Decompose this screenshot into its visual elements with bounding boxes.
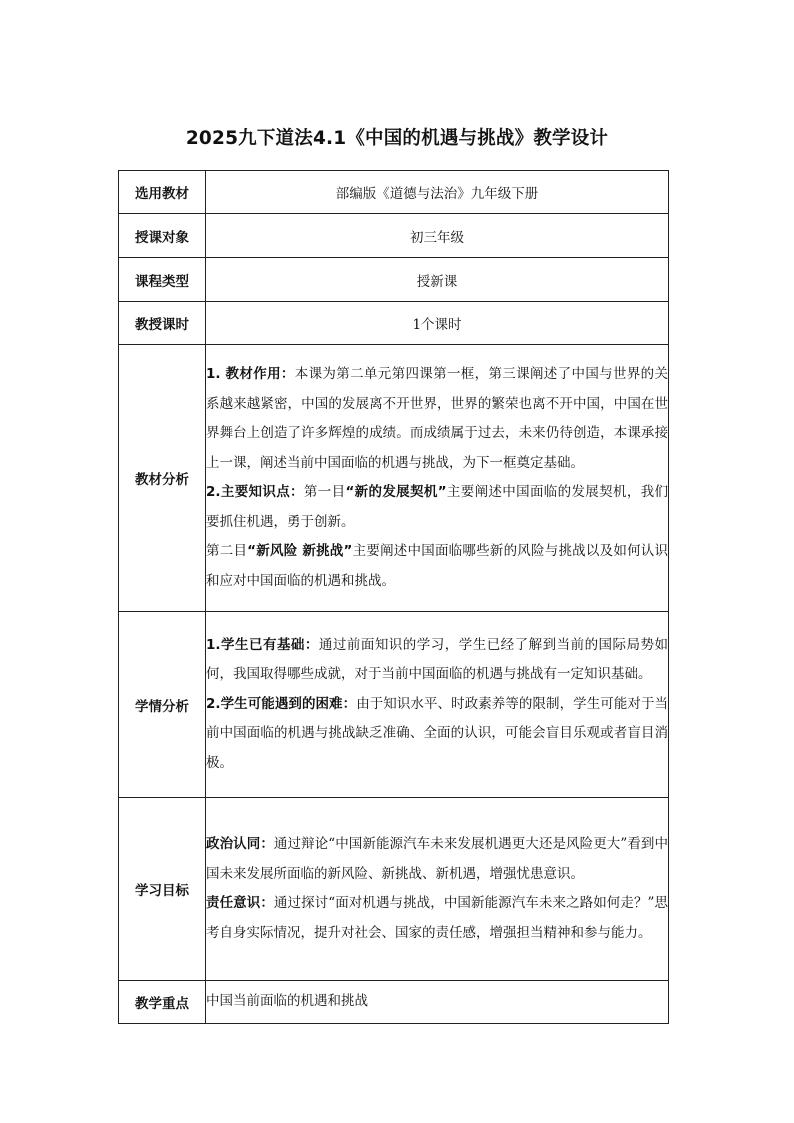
row-value-hours: 1个课时 xyxy=(206,302,669,345)
goals-lead-2: 责任意识： xyxy=(206,895,274,911)
analysis-text-3a: 第二目 xyxy=(206,543,248,559)
row-value-audience: 初三年级 xyxy=(206,214,669,258)
analysis-text-3b: 主要阐述中国面临哪些新的风险与挑战以及如何认识和应对中国面临的机遇和挑战。 xyxy=(206,543,669,589)
row-label-learners: 学情分析 xyxy=(119,612,206,798)
document-title: 2025九下道法4.1《中国的机遇与挑战》教学设计 xyxy=(185,128,609,149)
goals-paragraph-1 xyxy=(206,830,668,889)
row-body-learners xyxy=(206,612,669,798)
learners-lead-1: 1.学生已有基础： xyxy=(206,636,319,653)
analysis-bold-2: “新的发展契机” xyxy=(345,484,447,500)
analysis-paragraph-2 xyxy=(206,478,668,537)
table-row-textbook xyxy=(119,171,669,214)
row-label-focus: 教学重点 xyxy=(119,981,206,1024)
learners-lead-2: 2.学生可能遇到的困难： xyxy=(206,695,357,712)
analysis-text-1: 本课为第二单元第四课第一框，第三课阐述了中国与世界的关系越来越紧密，中国的发展离不开世界，世界的繁荣也离不开中国，中国在世界舞台上创造了许多辉煌的成绩。而成绩属于过去，未来仍待创造，本课承接上一课，阐述当前中国面临的机遇与挑战，为下一框奠定基础。 xyxy=(206,366,668,471)
learners-text-1: 通过前面知识的学习，学生已经了解到当前的国际局势如何，我国取得哪些成就，对于当前中国面临的机遇与挑战有一定知识基础。 xyxy=(206,636,668,683)
row-label-audience: 授课对象 xyxy=(119,214,206,258)
table-row-audience xyxy=(119,214,669,258)
table-row-hours xyxy=(119,302,669,345)
table-row-analysis xyxy=(119,345,669,612)
goals-text-1: 通过辩论“中国新能源汽车未来发展机遇更大还是风险更大”看到中国未来发展所面临的新风险、新挑战、新机遇，增强忧患意识。 xyxy=(206,836,669,882)
table-row-goals xyxy=(119,798,669,981)
row-label-goals: 学习目标 xyxy=(119,798,206,981)
row-value-course-type: 授新课 xyxy=(206,258,669,302)
table-row-learners xyxy=(119,612,669,798)
goals-paragraph-2 xyxy=(206,889,668,948)
table-row-course-type xyxy=(119,258,669,302)
analysis-bold-3: “新风险 新挑战” xyxy=(247,543,353,559)
analysis-text-2a: 第一目 xyxy=(303,484,346,500)
learners-paragraph-2 xyxy=(206,690,668,779)
analysis-paragraph-1 xyxy=(206,360,668,478)
goals-text-2: 通过探讨“面对机遇与挑战，中国新能源汽车未来之路如何走？”思考自身实际情况，提升对社会、国家的责任感，增强担当精神和参与能力。 xyxy=(206,895,669,941)
analysis-text-2b: 主要阐述中国面临的发展契机，我们要抓住机遇，勇于创新。 xyxy=(206,484,669,530)
row-label-hours: 教授课时 xyxy=(119,302,206,345)
learners-text-2: 由于知识水平、时政素养等的限制，学生可能对于当前中国面临的机遇与挑战缺乏准确、全面的认识，可能会盲目乐观或者盲目消极。 xyxy=(206,695,668,771)
row-label-analysis: 教材分析 xyxy=(119,345,206,612)
row-label-textbook: 选用教材 xyxy=(119,171,206,214)
learners-paragraph-1 xyxy=(206,631,668,690)
row-label-course-type: 课程类型 xyxy=(119,258,206,302)
analysis-lead-2: 2.主要知识点： xyxy=(206,484,304,500)
lesson-plan-table xyxy=(118,170,669,1024)
table-row-focus xyxy=(119,981,669,1024)
row-body-analysis xyxy=(206,345,669,612)
analysis-paragraph-3 xyxy=(206,537,668,596)
row-body-goals xyxy=(206,798,669,981)
row-value-textbook: 部编版《道德与法治》九年级下册 xyxy=(206,171,669,214)
row-value-focus: 中国当前面临的机遇和挑战 xyxy=(206,981,669,1024)
goals-lead-1: 政治认同： xyxy=(206,836,274,852)
analysis-lead-1: 1. 教材作用： xyxy=(206,366,295,382)
